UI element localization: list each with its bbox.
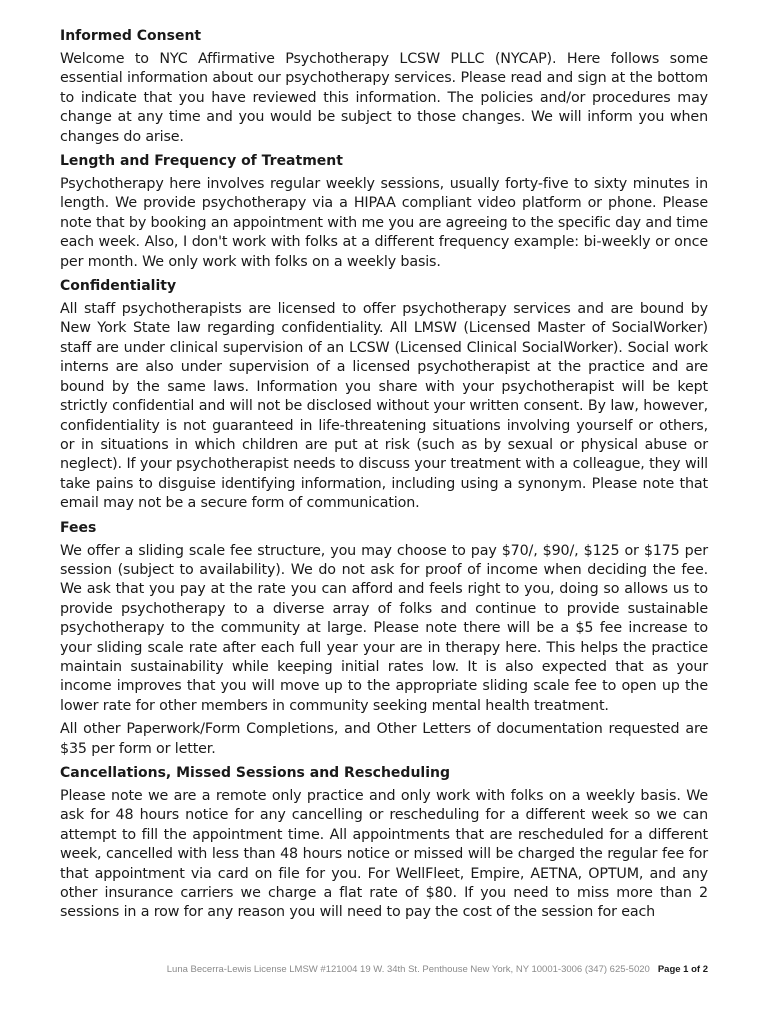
section-informed-consent [60,26,708,147]
section-fees [60,518,708,759]
paragraph: All staff psychotherapists are licensed to offer psychotherapy services and are bound by New York State law regarding confidentiality. All LMSW (Licensed Master of SocialWorker) staff are under clinical supervision of an LCSW (Licensed Clinical SocialWorker). Social work interns are also under supervision of a licensed psychotherapist at the practice and are bound by the same laws. Information you share with your psychotherapist will be kept strictly confidential and will not be disclosed without your written consent. By law, however, confidentiality is not guaranteed in life-threatening situations involving yourself or others, or in situations in which children are put at risk (such as by sexual or physical abuse or neglect). If your psychotherapist needs to discuss your treatment with a colleague, they will take pains to disguise identifying information, including using a synonym. Please note that email may not be a secure form of communication. [60,301,708,512]
paragraph: All other Paperwork/Form Completions, and Other Letters of documentation requested are $35 per form or letter. [60,721,708,757]
section-cancellations [60,763,708,923]
section-title: Fees [60,519,97,536]
page-number: Page 1 of 2 [657,964,708,975]
section-title: Informed Consent [60,28,202,44]
page-footer [0,964,708,975]
section-length-frequency [60,151,708,272]
paragraph: Please note we are a remote only practice and only work with folks on a weekly basis. We ask for 48 hours notice for any cancelling or rescheduling for a different week so we can attempt to fill the appointment time. All appointments that are rescheduled for a different week, cancelled with less than 48 hours notice or missed will be charged the regular fee for that appointment via card on file for you. For WellFleet, Empire, AETNA, OPTUM, and any other insurance carriers we charge a flat rate of $80. If you need to miss more than 2 sessions in a row for any reason you will need to pay the cost of the session for each [60,788,708,921]
section-title: Length and Frequency of Treatment [60,153,343,170]
footer-info: Luna Becerra-Lewis License LMSW #121004 19 W. 34th St. Penthouse New York, NY 10001-3006 (347) 625-5020 [166,964,650,975]
section-confidentiality [60,276,708,513]
paragraph: Psychotherapy here involves regular weekly sessions, usually forty-five to sixty minutes in length. We provide psychotherapy via a HIPAA compliant video platform or phone. Please note that by booking an appointment with me you are agreeing to the specific day and time each week. Also, I don't work with folks at a different frequency example: bi-weekly or once per month. We only work with folks on a weekly basis. [60,176,708,270]
section-title: Confidentiality [60,278,177,295]
document-body [60,26,708,927]
paragraph: Welcome to NYC Affirmative Psychotherapy LCSW PLLC (NYCAP). Here follows some essential information about our psychotherapy services. Please read and sign at the bottom to indicate that you have reviewed this information. The policies and/or procedures may change at any time and you would be subject to those changes. We will inform you when changes do arise. [60,51,708,145]
paragraph: We offer a sliding scale fee structure, you may choose to pay $70/, $90/, $125 or $175 per session (subject to availability). We do not ask for proof of income when deciding the fee. We ask that you pay at the rate you can afford and feels right to you, doing so allows us to provide psychotherapy to a diverse array of folks and continue to provide sustainable psychotherapy to the community at large. Please note there will be a $5 fee increase to your sliding scale rate after each full year your are in therapy here. This helps the practice maintain sustainability while keeping initial rates low. It is also expected that as your income improves that you will move up to the appropriate sliding scale fee to open up the lower rate for other members in community seeking mental health treatment. [60,542,708,714]
section-title: Cancellations, Missed Sessions and Rescheduling [60,765,451,781]
